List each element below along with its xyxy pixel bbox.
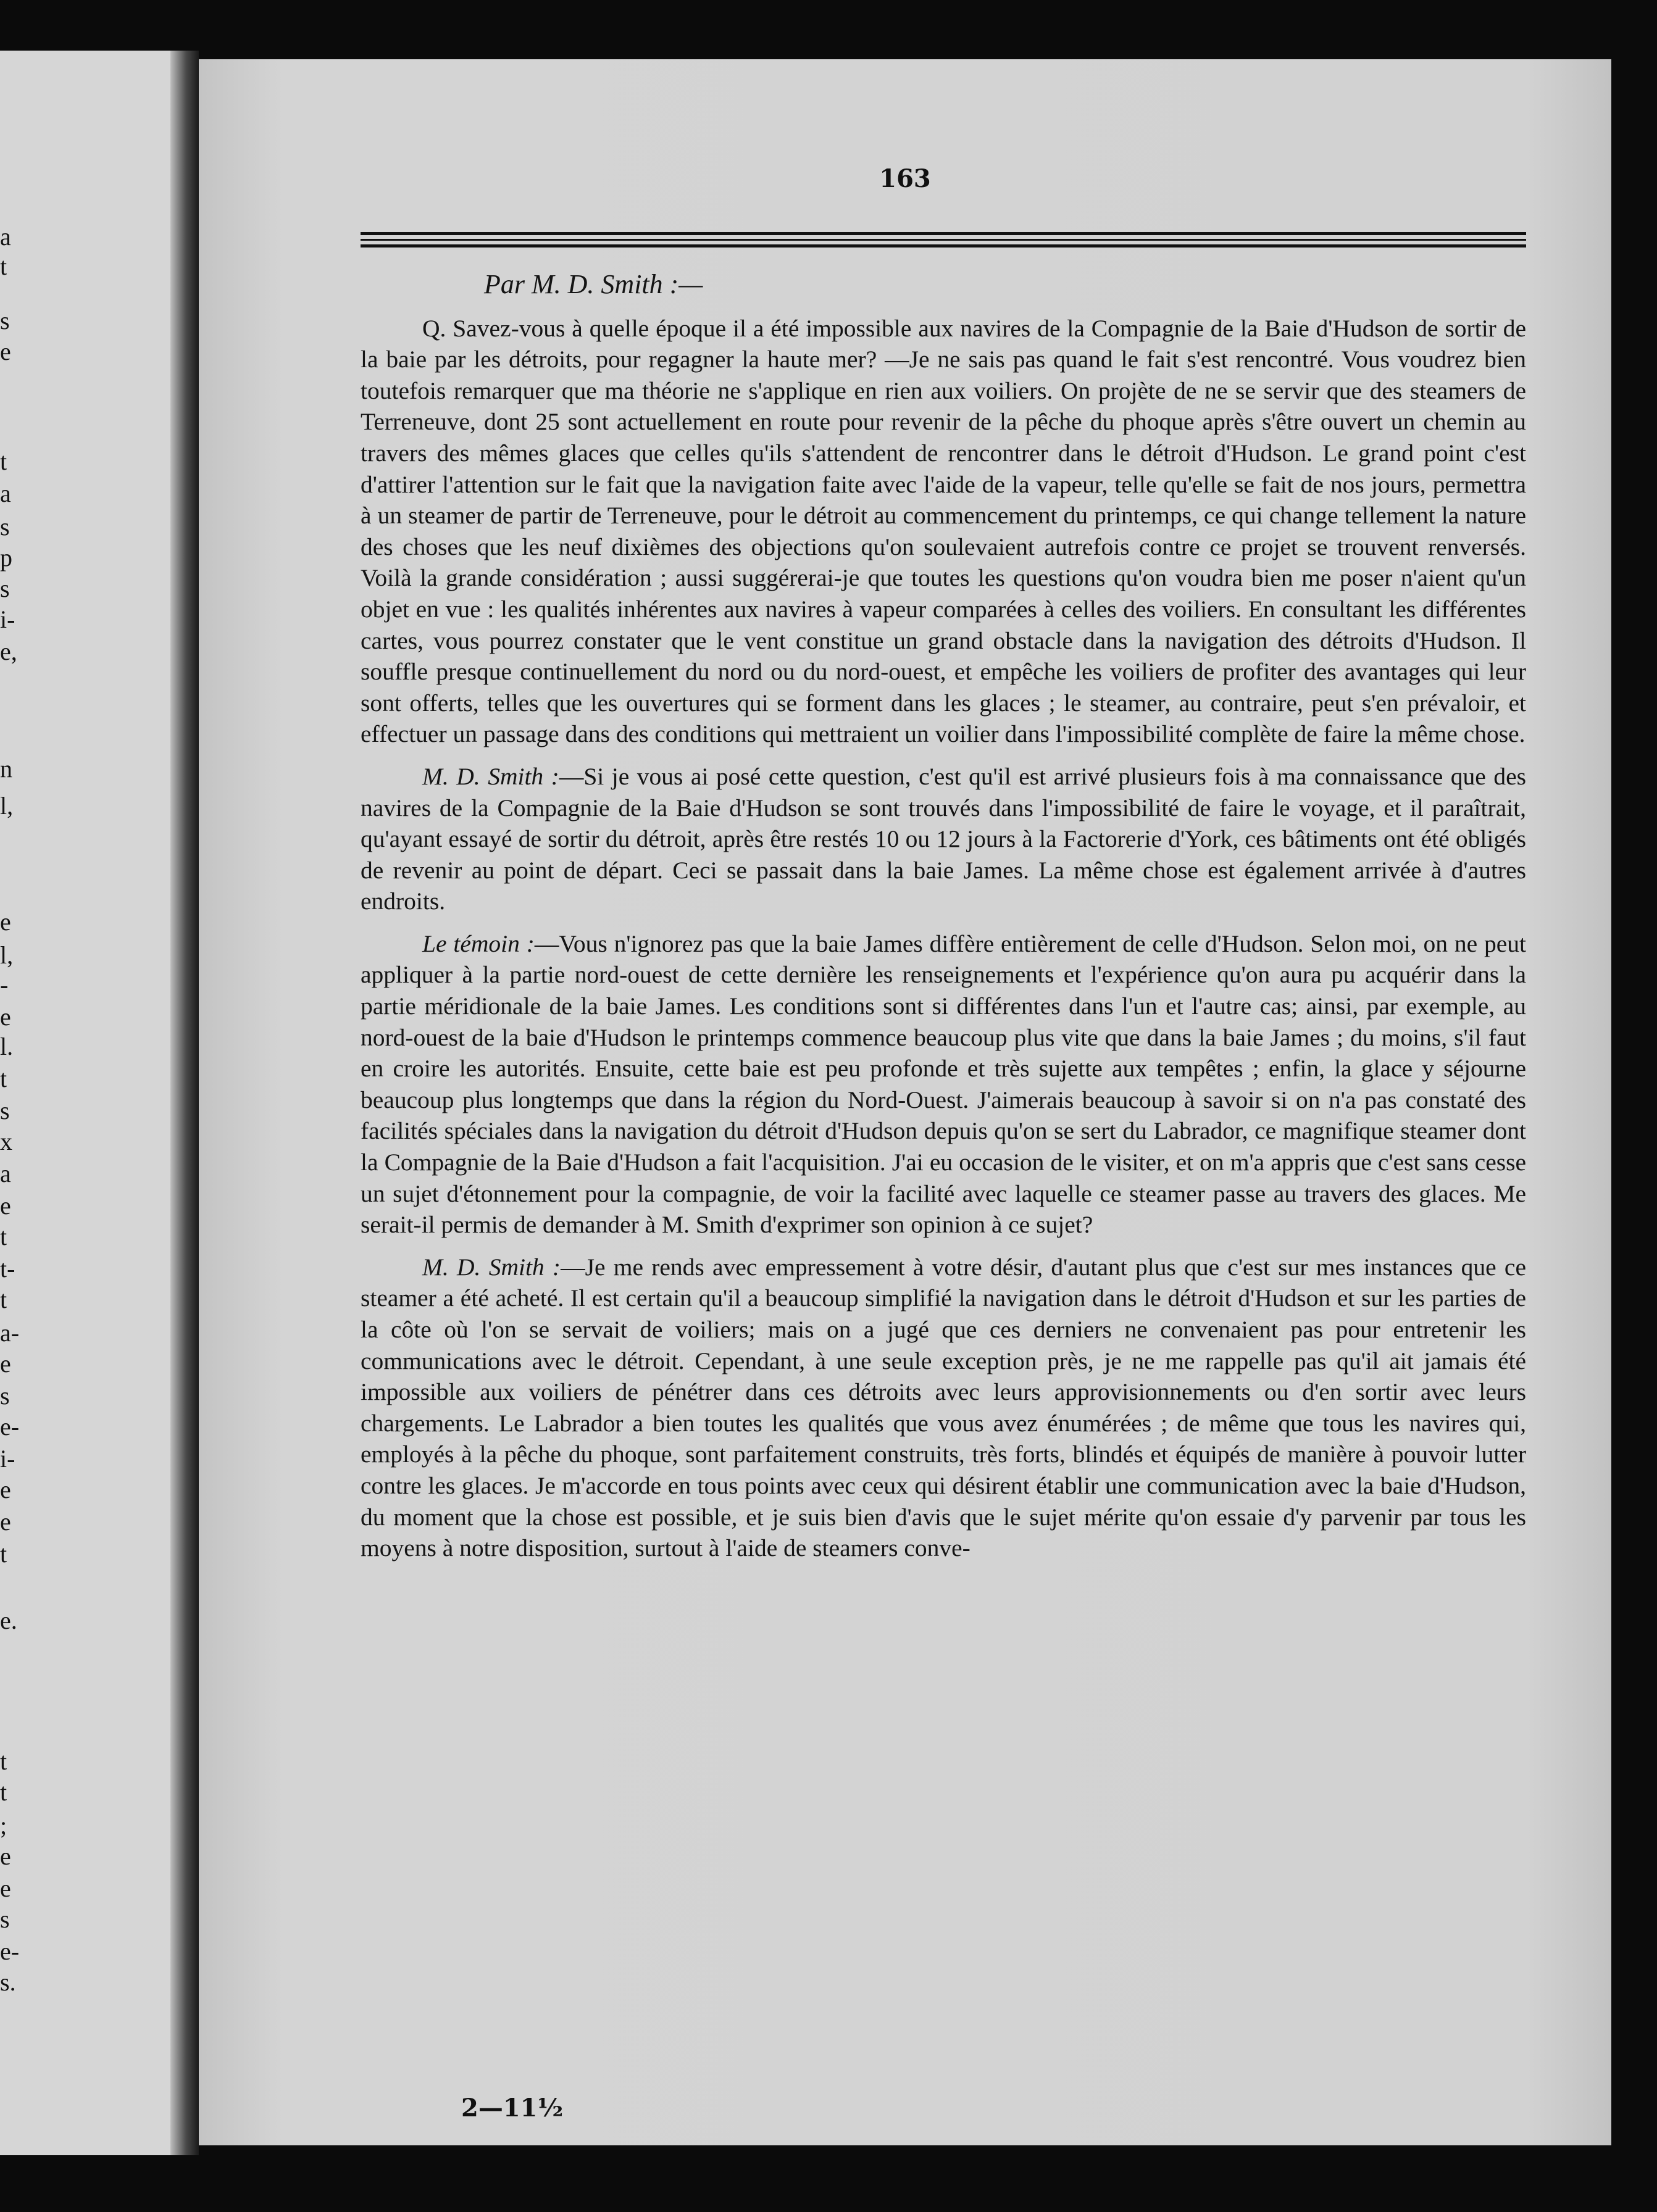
paragraph-1	[361, 313, 1526, 750]
margin-fragment: t	[0, 1065, 7, 1092]
header-rule-middle	[361, 239, 1526, 241]
margin-fragment: s	[0, 1097, 10, 1125]
margin-fragment: s	[0, 1905, 10, 1933]
margin-fragment: a	[0, 223, 11, 251]
document-page	[199, 59, 1611, 2145]
margin-fragment: a-	[0, 1319, 20, 1347]
body-text	[361, 269, 1526, 1575]
margin-fragment: e	[0, 338, 11, 365]
margin-fragment: e-	[0, 1413, 20, 1441]
paragraph-text: —Je me rends avec empressement à votre désir, d'autant plus que c'est sur mes instances que ce steamer a été acheté. Il est certain qu'il a beaucoup simplifié la navigation dans le détroit d'Hudson et sur les parties de la côte où l'on se servait de voiliers; mais on a jugé que ces derniers ne convenaient pas pour entretenir les communications avec le détroit. Cependant, à une seule exception près, je ne me rappelle pas qu'il ait jamais été impossible aux voiliers de pénétrer dans ces détroits avec leurs approvisionnements ou d'en sortir avec leurs chargements. Le Labrador a bien toutes les qualités que vous avez énumérées ; de même que tous les navires qui, employés à la pêche du phoque, sont parfaitement construits, très forts, blindés et équipés de manière à pouvoir lutter contre les glaces. Je m'accorde en tous points avec ceux qui désirent établir une communication avec la baie d'Hudson, du moment que la chose est possible, et je suis bien d'avis que le sujet mérite qu'on essaie d'y parvenir par tous les moyens à notre disposition, surtout à l'aide de steamers conve-	[361, 1253, 1526, 1562]
paragraph-4	[361, 1252, 1526, 1564]
margin-fragment: t	[0, 1286, 7, 1313]
header-rule-bottom	[361, 244, 1526, 247]
margin-fragment: l,	[0, 941, 14, 969]
section-heading: Par M. D. Smith :—	[484, 269, 703, 299]
margin-fragment: e.	[0, 1607, 17, 1634]
margin-fragment: e	[0, 1350, 11, 1378]
margin-fragment: l.	[0, 1033, 14, 1060]
margin-fragment: s	[0, 513, 10, 541]
margin-fragment: x	[0, 1128, 12, 1155]
margin-fragment: i-	[0, 1445, 15, 1473]
printer-signature-mark: 2—11½	[461, 2094, 564, 2123]
margin-fragment: t	[0, 1540, 7, 1568]
margin-fragment: t	[0, 252, 7, 280]
margin-fragment: e-	[0, 1937, 20, 1965]
paragraph-speaker: Le témoin :	[422, 929, 535, 957]
header-rule-top	[361, 232, 1526, 235]
margin-fragment: n	[0, 755, 12, 783]
paragraph-speaker: M. D. Smith :	[422, 1253, 561, 1281]
margin-fragment: s.	[0, 1968, 16, 1996]
margin-fragment: t	[0, 1223, 7, 1250]
binding-gutter	[170, 51, 199, 2155]
paragraph-speaker: M. D. Smith :	[422, 762, 559, 790]
margin-fragment: -	[0, 971, 9, 999]
margin-fragment: e,	[0, 638, 17, 665]
margin-fragment: s	[0, 1382, 10, 1410]
margin-fragment: t	[0, 1747, 7, 1775]
margin-fragment: ;	[0, 1811, 7, 1839]
margin-fragment: e	[0, 1508, 11, 1536]
paragraph-2	[361, 761, 1526, 917]
margin-fragment: t-	[0, 1255, 15, 1283]
paragraph-text: Q. Savez-vous à quelle époque il a été impossible aux navires de la Compagnie de la Baie d'Hudson de sortir de la baie par les détroits, pour regagner la haute mer? —Je ne sais pas quand le fait s'est rencontré. Vous voudrez bien toutefois remarquer que ma théorie ne s'applique en rien aux voiliers. On projète de ne se servir que des steamers de Terreneuve, dont 25 sont actuellement en route pour revenir de la pêche du phoque après s'être ouvert un chemin au travers des mêmes glaces que celles qu'ils s'attendent de rencontrer dans le détroit d'Hudson. Le grand point c'est d'attirer l'attention sur le fait que la navigation faite avec l'aide de la vapeur, telle qu'elle se fait de nos jours, permettra à un steamer de partir de Terreneuve, pour le détroit au commencement du printemps, ce qui change tellement la nature des choses que les neuf dixièmes des objections qu'on soulevaient autrefois contre ce projet se trouvent renversés. Voilà la grande considération ; aussi suggérerai-je que toutes les questions qu'on voudra bien me poser n'aient qu'un objet en vue : les qualités inhérentes aux navires à vapeur comparées à celles des voiliers. En consultant les différentes cartes, vous pourrez constater que le vent constitue un grand obstacle dans la navigation des détroits d'Hudson. Il souffle presque continuellement du nord ou du nord-ouest, et empêche les voiliers de profiter des avantages qui leur sont offerts, telles que les ouvertures qui se forment dans les glaces ; le steamer, au contraire, peut s'en prévaloir, et effectuer un passage dans des conditions qui mettraient un voilier dans l'impossibilité complète de faire la même chose.	[361, 314, 1526, 748]
margin-fragment: e	[0, 1003, 11, 1031]
margin-fragment: t	[0, 1778, 7, 1806]
page-number: 163	[879, 164, 931, 193]
margin-fragment: e	[0, 1192, 11, 1220]
margin-fragment: s	[0, 575, 10, 602]
margin-fragment: e	[0, 908, 11, 936]
margin-fragment: a	[0, 1160, 11, 1187]
margin-fragment: t	[0, 447, 7, 475]
paragraph-text: —Vous n'ignorez pas que la baie James diffère entièrement de celle d'Hudson. Selon moi, on ne peut appliquer à la partie nord-ouest de cette dernière les renseignements et l'expérience qu'on aura pu acquérir dans la partie méridionale de la baie James. Les conditions sont si différentes dans l'un et l'autre cas; ainsi, par exemple, au nord-ouest de la baie d'Hudson le printemps commence beaucoup plus vite que dans la baie James ; du moins, s'il faut en croire les autorités. Ensuite, cette baie est peu profonde et très sujette aux tempêtes ; enfin, la glace y séjourne beaucoup plus longtemps que dans la région du Nord-Ouest. J'aimerais beaucoup à savoir si on n'a pas constaté des facilités spéciales dans la navigation du détroit d'Hudson depuis qu'on se sert du Labrador, ce magnifique steamer dont la Compagnie de la Baie d'Hudson a fait l'acquisition. J'ai eu occasion de le visiter, et on m'a appris que c'est sans cesse un sujet d'étonnement pour la compagnie, de voir la facilité avec laquelle ce steamer passe au travers des glaces. Me serait-il permis de demander à M. Smith d'exprimer son opinion à ce sujet?	[361, 929, 1526, 1239]
margin-fragment: e	[0, 1842, 11, 1870]
margin-fragment: l,	[0, 792, 14, 820]
margin-fragment: p	[0, 544, 12, 572]
paragraph-3	[361, 928, 1526, 1241]
previous-page-edge	[0, 51, 196, 2155]
margin-fragment: e	[0, 1476, 11, 1503]
paragraph-text: —Si je vous ai posé cette question, c'est qu'il est arrivé plusieurs fois à ma connaissance que des navires de la Compagnie de la Baie d'Hudson se sont trouvés dans l'impossibilité de faire le voyage, et il paraîtrait, qu'ayant essayé de sortir du détroit, après être restés 10 ou 12 jours à la Factorerie d'York, ces bâtiments ont été obligés de revenir au point de départ. Ceci se passait dans la baie James. La même chose est également arrivée à d'autres endroits.	[361, 762, 1526, 915]
margin-fragment: i-	[0, 605, 15, 633]
margin-fragment: s	[0, 307, 10, 335]
margin-fragment: a	[0, 480, 11, 507]
margin-fragment: e	[0, 1874, 11, 1902]
